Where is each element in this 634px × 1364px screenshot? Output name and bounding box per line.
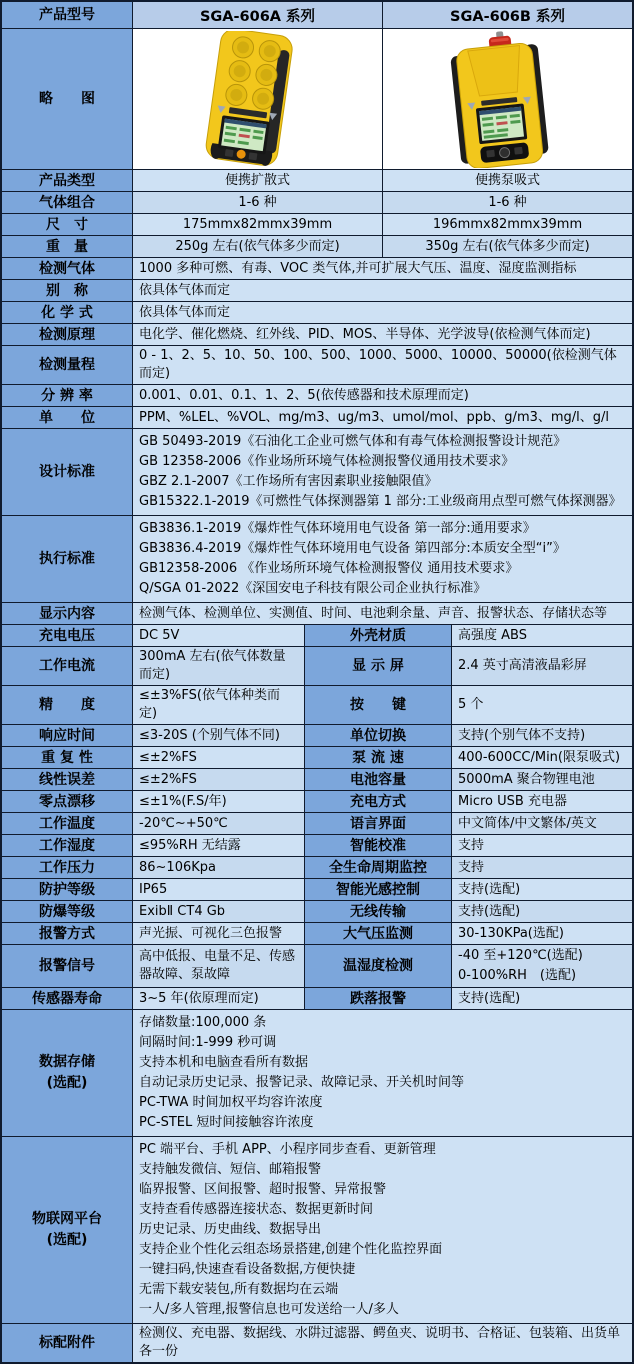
- table-row: [2, 856, 632, 878]
- table-row: [2, 428, 632, 515]
- row-label: [2, 516, 132, 602]
- spec-value-line: GBZ 2.1-2007《工作场所有害因素职业接触限值》: [139, 474, 438, 489]
- table-header-row: [2, 2, 632, 28]
- table-row: [2, 1009, 632, 1136]
- spec-value: 电化学、催化燃烧、红外线、PID、MOS、半导体、光学波导(依检测气体而定): [132, 324, 632, 345]
- table-row: [2, 922, 632, 944]
- spec-value: 中文简体/中文繁体/英文: [451, 813, 632, 834]
- spec-value: 400-600CC/Min(限泵吸式): [451, 747, 632, 768]
- row-label: 防护等级: [2, 879, 132, 900]
- row-label: 显 示 屏: [304, 647, 451, 685]
- spec-value-line: GB 12358-2006《作业场所环境气体检测报警仪通用技术要求》: [139, 454, 515, 469]
- table-row: [2, 834, 632, 856]
- spec-value-line: PC 端平台、手机 APP、小程序同步查看、更新管理: [139, 1142, 436, 1157]
- table-row: [2, 345, 632, 384]
- spec-value-line: GB3836.1-2019《爆炸性气体环境用电气设备 第一部分:通用要求》: [139, 521, 536, 536]
- row-label: 大气压监测: [304, 923, 451, 944]
- spec-value: DC 5V: [132, 625, 304, 646]
- row-label: 电池容量: [304, 769, 451, 790]
- row-label: 略 图: [2, 29, 132, 169]
- spec-value-line: GB 50493-2019《石油化工企业可燃气体和有毒气体检测报警设计规范》: [139, 434, 567, 449]
- table-row: [2, 323, 632, 345]
- spec-value-b: 便携泵吸式: [382, 170, 632, 191]
- table-row: [2, 279, 632, 301]
- row-label: 智能光感控制: [304, 879, 451, 900]
- table-row: [2, 768, 632, 790]
- spec-value-b: 1-6 种: [382, 192, 632, 213]
- spec-value-lines: [132, 429, 632, 515]
- row-label-line: 物联网平台: [32, 1211, 102, 1227]
- row-label-line: (选配): [46, 1232, 88, 1248]
- table-row: [2, 384, 632, 406]
- spec-value: ≤±2%FS: [132, 769, 304, 790]
- spec-value-b: 196mmx82mmx39mm: [382, 214, 632, 235]
- row-label: 泵 流 速: [304, 747, 451, 768]
- spec-value-a: 250g 左右(依气体多少而定): [132, 236, 382, 257]
- spec-value-line: PC-STEL 短时间接触容许浓度: [139, 1115, 314, 1130]
- row-label: 检测气体: [2, 258, 132, 279]
- spec-value: 支持(选配): [451, 879, 632, 900]
- row-label: 报警信号: [2, 945, 132, 987]
- table-row: [2, 790, 632, 812]
- spec-value-line: 支持企业个性化云组态场景搭建,创建个性化监控界面: [139, 1242, 443, 1257]
- row-label: 按 键: [304, 686, 451, 724]
- spec-value: 依具体气体而定: [132, 280, 632, 301]
- row-label: 工作湿度: [2, 835, 132, 856]
- table-row: [2, 235, 632, 257]
- table-row: [2, 878, 632, 900]
- row-label: 气体组合: [2, 192, 132, 213]
- spec-value-lines: [132, 1010, 632, 1136]
- header-series-b: SGA-606B 系列: [382, 2, 632, 28]
- row-label: 全生命周期监控: [304, 857, 451, 878]
- sga-606a-device-image: [143, 31, 373, 168]
- spec-value-b: 350g 左右(依气体多少而定): [382, 236, 632, 257]
- row-label-line: 执行标准: [39, 550, 95, 567]
- spec-value-line: 临界报警、区间报警、超时报警、异常报警: [139, 1182, 387, 1197]
- row-label: 检测原理: [2, 324, 132, 345]
- row-label: 语言界面: [304, 813, 451, 834]
- spec-value-a: 1-6 种: [132, 192, 382, 213]
- row-label: 单 位: [2, 407, 132, 428]
- spec-value: PPM、%LEL、%VOL、mg/m3、ug/m3、umol/mol、ppb、g/m3、mg/l、g/l: [132, 407, 632, 428]
- row-label: 工作压力: [2, 857, 132, 878]
- header-series-a: SGA-606A 系列: [132, 2, 382, 28]
- row-label: 报警方式: [2, 923, 132, 944]
- row-label: 精 度: [2, 686, 132, 724]
- spec-value-line: 一键扫码,快速查看设备数据,方便快捷: [139, 1262, 356, 1277]
- header-product-model: 产品型号: [2, 2, 132, 28]
- spec-value: 1000 多种可燃、有毒、VOC 类气体,并可扩展大气压、温度、湿度监测指标: [132, 258, 632, 279]
- spec-value-line: PC-TWA 时间加权平均容许浓度: [139, 1095, 323, 1110]
- row-label: 检测量程: [2, 346, 132, 384]
- table-row: [2, 1136, 632, 1323]
- spec-value-a: 便携扩散式: [132, 170, 382, 191]
- row-label: 无线传输: [304, 901, 451, 922]
- spec-value: IP65: [132, 879, 304, 900]
- row-label: 智能校准: [304, 835, 451, 856]
- table-row: [2, 213, 632, 235]
- spec-value: 检测仪、充电器、数据线、水阱过滤器、鳄鱼夹、说明书、合格证、包装箱、出货单各一份: [132, 1324, 632, 1362]
- row-label: 零点漂移: [2, 791, 132, 812]
- row-label-line: 设计标准: [39, 463, 95, 480]
- table-row: [2, 987, 632, 1009]
- spec-value-line: 自动记录历史记录、报警记录、故障记录、开关机时间等: [139, 1075, 465, 1090]
- row-label: 标配附件: [2, 1324, 132, 1362]
- table-row: [2, 191, 632, 213]
- row-label: 跌落报警: [304, 988, 451, 1009]
- spec-value: ≤±3%FS(依气体种类而定): [132, 686, 304, 724]
- row-label: 显示内容: [2, 603, 132, 624]
- spec-value: 300mA 左右(依气体数量而定): [132, 647, 304, 685]
- spec-value: 3~5 年(依原理而定): [132, 988, 304, 1009]
- row-label-line: (选配): [46, 1075, 88, 1091]
- row-label: 温湿度检测: [304, 945, 451, 987]
- spec-value: ≤±2%FS: [132, 747, 304, 768]
- spec-value: 0 - 1、2、5、10、50、100、500、1000、5000、10000、50000(依检测气体而定): [132, 346, 632, 384]
- row-label: 防爆等级: [2, 901, 132, 922]
- spec-value: -20℃~+50℃: [132, 813, 304, 834]
- table-row: [2, 685, 632, 724]
- row-label: 充电方式: [304, 791, 451, 812]
- table-row: [2, 812, 632, 834]
- row-label: [2, 429, 132, 515]
- spec-value: 支持: [451, 857, 632, 878]
- spec-value-line: 存储数量:100,000 条: [139, 1015, 267, 1030]
- row-label: 产品类型: [2, 170, 132, 191]
- spec-value-line: 无需下载安装包,所有数据均在云端: [139, 1282, 339, 1297]
- spec-value-line: 历史记录、历史曲线、数据导出: [139, 1222, 322, 1237]
- table-row: [2, 900, 632, 922]
- spec-value-line: 间隔时间:1-999 秒可调: [139, 1035, 277, 1050]
- row-label: 重 量: [2, 236, 132, 257]
- table-row: [2, 169, 632, 191]
- spec-value-line: 0-100%RH (选配): [458, 968, 577, 983]
- table-row: [2, 746, 632, 768]
- table-row: [2, 602, 632, 624]
- row-label: 响应时间: [2, 725, 132, 746]
- row-label: 线性误差: [2, 769, 132, 790]
- row-label-line: 数据存储: [39, 1054, 95, 1070]
- spec-value: 30-130KPa(选配): [451, 923, 632, 944]
- spec-value-line: 支持触发微信、短信、邮箱报警: [139, 1162, 322, 1177]
- row-label: 重 复 性: [2, 747, 132, 768]
- row-label: 单位切换: [304, 725, 451, 746]
- spec-value-lines: [132, 1137, 632, 1323]
- spec-value: ExibⅡ CT4 Gb: [132, 901, 304, 922]
- spec-value: ≤3-20S (个别气体不同): [132, 725, 304, 746]
- spec-value-line: GB12358-2006 《作业场所环境气体检测报警仪 通用技术要求》: [139, 561, 519, 576]
- spec-value: 支持(选配): [451, 988, 632, 1009]
- row-label: [2, 1137, 132, 1323]
- table-row: [2, 301, 632, 323]
- spec-value-line: Q/SGA 01-2022《深国安电子科技有限公司企业执行标准》: [139, 581, 487, 596]
- row-label: 工作电流: [2, 647, 132, 685]
- table-row: [2, 1323, 632, 1362]
- spec-value: 支持(选配): [451, 901, 632, 922]
- table-row: [2, 646, 632, 685]
- spec-value: 0.001、0.01、0.1、1、2、5(依传感器和技术原理而定): [132, 385, 632, 406]
- spec-value-line: -40 至+120℃(选配): [458, 948, 583, 963]
- spec-value-a: 175mmx82mmx39mm: [132, 214, 382, 235]
- spec-value: ≤±1%(F.S/年): [132, 791, 304, 812]
- spec-value-line: 一人/多人管理,报警信息也可发送给一人/多人: [139, 1302, 399, 1317]
- table-row: [2, 515, 632, 602]
- device-image-cell-a: [132, 29, 382, 169]
- spec-value: 支持: [451, 835, 632, 856]
- device-image-cell-b: [382, 29, 632, 169]
- spec-value-line: 支持查看传感器连接状态、数据更新时间: [139, 1202, 374, 1217]
- sketch-row: [2, 28, 632, 169]
- row-label: 充电电压: [2, 625, 132, 646]
- spec-value: 5000mA 聚合物锂电池: [451, 769, 632, 790]
- row-label: 化 学 式: [2, 302, 132, 323]
- spec-value-line: 支持本机和电脑查看所有数据: [139, 1055, 309, 1070]
- table-row: [2, 257, 632, 279]
- spec-value: 检测气体、检测单位、实测值、时间、电池剩余量、声音、报警状态、存储状态等: [132, 603, 632, 624]
- table-row: [2, 624, 632, 646]
- spec-value: 高强度 ABS: [451, 625, 632, 646]
- row-label: 工作温度: [2, 813, 132, 834]
- spec-value: 高中低报、电量不足、传感器故障、泵故障: [132, 945, 304, 987]
- row-label: 外壳材质: [304, 625, 451, 646]
- spec-value: 5 个: [451, 686, 632, 724]
- spec-value: 2.4 英寸高清液晶彩屏: [451, 647, 632, 685]
- spec-value: Micro USB 充电器: [451, 791, 632, 812]
- row-label: 分 辨 率: [2, 385, 132, 406]
- spec-value: 支持(个别气体不支持): [451, 725, 632, 746]
- table-row: [2, 406, 632, 428]
- row-label: 尺 寸: [2, 214, 132, 235]
- spec-value: 86~106Kpa: [132, 857, 304, 878]
- table-row: [2, 724, 632, 746]
- spec-value-line: GB15322.1-2019《可燃性气体探测器第 1 部分:工业级商用点型可燃气体探测器》: [139, 494, 622, 509]
- table-row: [2, 944, 632, 987]
- sga-606b-device-image: [393, 31, 623, 168]
- row-label: [2, 1010, 132, 1136]
- row-label: 传感器寿命: [2, 988, 132, 1009]
- spec-value: ≤95%RH 无结露: [132, 835, 304, 856]
- spec-value: 声光振、可视化三色报警: [132, 923, 304, 944]
- spec-value-lines: [132, 516, 632, 602]
- spec-value: 依具体气体而定: [132, 302, 632, 323]
- spec-value-lines: [451, 945, 632, 987]
- spec-value-line: GB3836.4-2019《爆炸性气体环境用电气设备 第四部分:本质安全型“i”》: [139, 541, 566, 556]
- row-label: 别 称: [2, 280, 132, 301]
